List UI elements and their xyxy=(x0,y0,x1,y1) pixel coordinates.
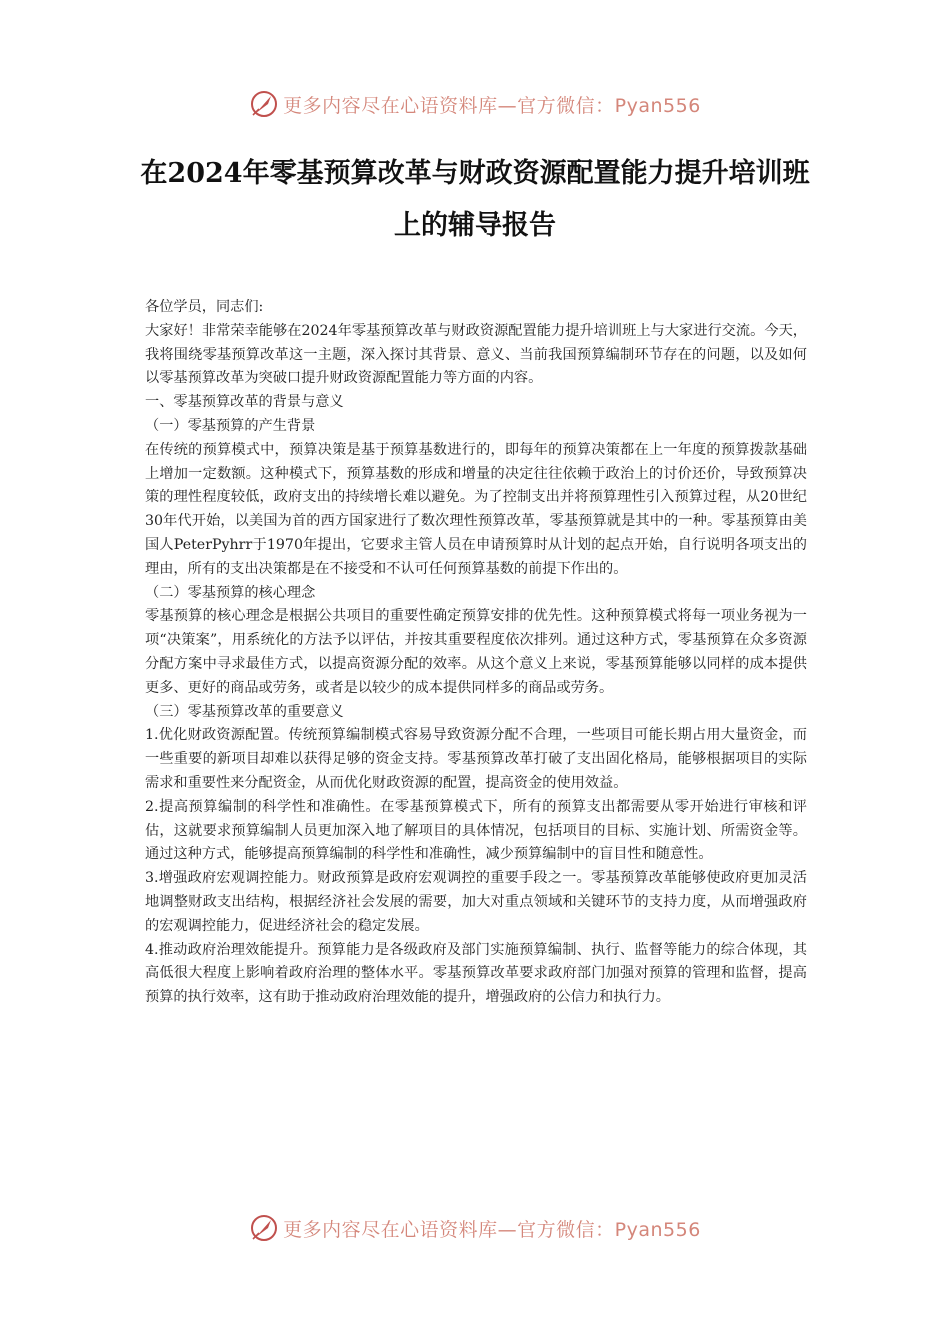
numbered-point-4: 4.推动政府治理效能提升。预算能力是各级政府及部门实施预算编制、执行、监督等能力的综合体现，其高低很大程度上影响着政府治理的整体水平。零基预算改革要求政府部门加强对预算的管理和监督，提高预算的执行效率，这有助于推动政府治理效能的提升，增强政府的公信力和执行力。 xyxy=(145,941,807,1006)
body-paragraph: 零基预算的核心理念是根据公共项目的重要性确定预算安排的优先性。这种预算模式将每一项业务视为一项“决策案”，用系统化的方法予以评估，并按其重要程度依次排列。通过这种方式，零基预算在众多资源分配方案中寻求最佳方式，以提高资源分配的效率。从这个意义上来说，零基预算能够以同样的成本提供更多、更好的商品或劳务，或者是以较少的成本提供同样多的商品或劳务。 xyxy=(145,608,807,696)
numbered-point-2: 2.提高预算编制的科学性和准确性。在零基预算模式下，所有的预算支出都需要从零开始进行审核和评估，这就要求预算编制人员更加深入地了解项目的具体情况，包括项目的目标、实施计划、所需资金等。通过这种方式，能够提高预算编制的科学性和准确性，减少预算编制中的盲目性和随意性。 xyxy=(145,798,807,863)
section-heading-1: 一、零基预算改革的背景与意义 xyxy=(145,394,344,411)
numbered-point-1: 1.优化财政资源配置。传统预算编制模式容易导致资源分配不合理，一些项目可能长期占用大量资金，而一些重要的新项目却难以获得足够的资金支持。零基预算改革打破了支出固化格局，能够根据项目的实际需求和重要性来分配资金，从而优化财政资源的配置，提高资金的使用效益。 xyxy=(145,727,807,791)
document-body xyxy=(145,296,807,1010)
quill-logo-icon xyxy=(249,89,279,119)
subsection-heading-2: （二）零基预算的核心理念 xyxy=(145,584,316,601)
document-title: 在2024年零基预算改革与财政资源配置能力提升培训班上的辅导报告 xyxy=(140,158,810,241)
quill-logo-icon xyxy=(249,1213,279,1243)
greeting: 各位学员，同志们: xyxy=(145,299,264,315)
watermark-text: 更多内容尽在心语资料库—官方微信：Pyan556 xyxy=(283,94,701,117)
numbered-point-3: 3.增强政府宏观调控能力。财政预算是政府宏观调控的重要手段之一。零基预算改革能够使政府更加灵活地调整财政支出结构，根据经济社会发展的需要，加大对重点领域和关键环节的支持力度，从而增强政府的宏观调控能力，促进经济社会的稳定发展。 xyxy=(145,870,807,934)
body-paragraph: 在传统的预算模式中，预算决策是基于预算基数进行的，即每年的预算决策都在上一年度的预算拨款基础上增加一定数额。这种模式下，预算基数的形成和增量的决定往往依赖于政治上的讨价还价，导致预算决策的理性程度较低，政府支出的持续增长难以避免。为了控制支出并将预算理性引入预算过程，从20世纪30年代开始，以美国为首的西方国家进行了数次理性预算改革，零基预算就是其中的一种。零基预算由美国人PeterPyhrr于1970年提出，它要求主管人员在申请预算时从计划的起点开始，自行说明各项支出的理由，所有的支出决策都是在不接受和不认可任何预算基数的前提下作出的。 xyxy=(145,441,807,577)
subsection-heading-3: （三）零基预算改革的重要意义 xyxy=(145,703,344,720)
watermark-text: 更多内容尽在心语资料库—官方微信：Pyan556 xyxy=(283,1218,701,1241)
intro-paragraph: 大家好！非常荣幸能够在2024年零基预算改革与财政资源配置能力提升培训班上与大家进行交流。今天，我将围绕零基预算改革这一主题，深入探讨其背景、意义、当前我国预算编制环节存在的问题，以及如何以零基预算改革为突破口提升财政资源配置能力等方面的内容。 xyxy=(145,322,807,387)
subsection-heading-1: （一）零基预算的产生背景 xyxy=(145,417,316,434)
header-watermark-banner xyxy=(0,86,950,122)
footer-watermark-banner xyxy=(0,1210,950,1246)
